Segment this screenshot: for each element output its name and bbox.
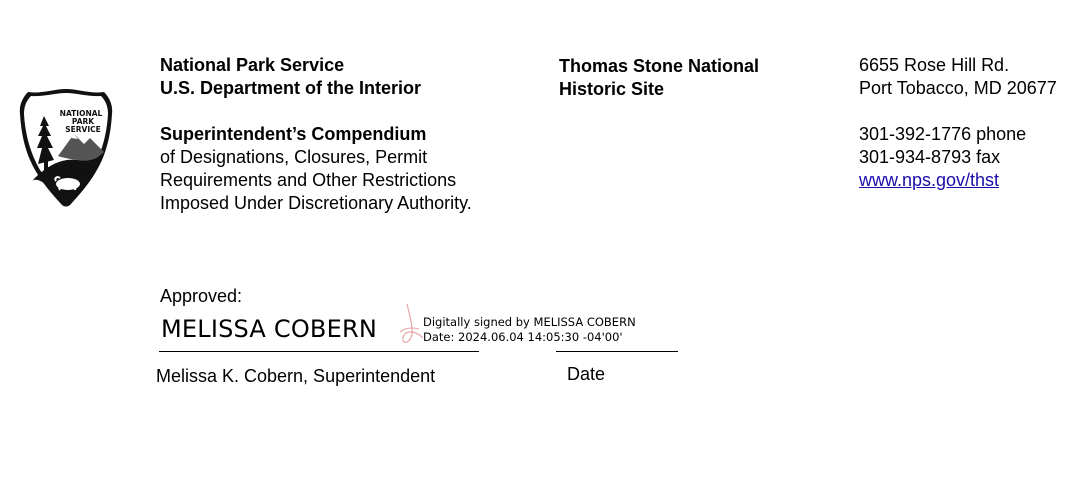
digital-signature-line-1: Digitally signed by MELISSA COBERN <box>423 315 636 329</box>
website-link[interactable]: www.nps.gov/thst <box>859 170 1000 190</box>
compendium-line-3: Imposed Under Discretionary Authority. <box>160 193 472 213</box>
compendium-line-1: of Designations, Closures, Permit <box>160 147 428 167</box>
address-line-1: 6655 Rose Hill Rd. <box>859 55 1010 75</box>
agency-name: National Park Service <box>160 55 345 75</box>
phone-number: 301-392-1776 phone <box>859 124 1027 144</box>
site-name-line-2: Historic Site <box>559 79 665 99</box>
signer-caption: Melissa K. Cobern, Superintendent <box>156 366 436 386</box>
nps-arrowhead-icon <box>18 86 114 208</box>
approved-label: Approved: <box>160 286 243 306</box>
logo-text-national: NATIONAL <box>59 109 103 118</box>
logo-text-service: SERVICE <box>65 125 101 134</box>
compendium-line-2: Requirements and Other Restrictions <box>160 170 457 190</box>
signature-name: MELISSA COBERN <box>161 315 377 343</box>
compendium-title: Superintendent’s Compendium <box>160 124 427 144</box>
department-name: U.S. Department of the Interior <box>160 78 422 98</box>
address-line-2: Port Tobacco, MD 20677 <box>859 78 1057 98</box>
digital-signature-line-2: Date: 2024.06.04 14:05:30 -04'00' <box>423 330 623 344</box>
signature-line <box>159 351 479 352</box>
logo-text-park: PARK <box>71 117 95 126</box>
date-caption: Date <box>567 364 606 384</box>
nps-arrowhead-logo <box>18 86 114 208</box>
date-line <box>556 351 678 352</box>
site-name-line-1: Thomas Stone National <box>559 56 760 76</box>
fax-number: 301-934-8793 fax <box>859 147 1001 167</box>
